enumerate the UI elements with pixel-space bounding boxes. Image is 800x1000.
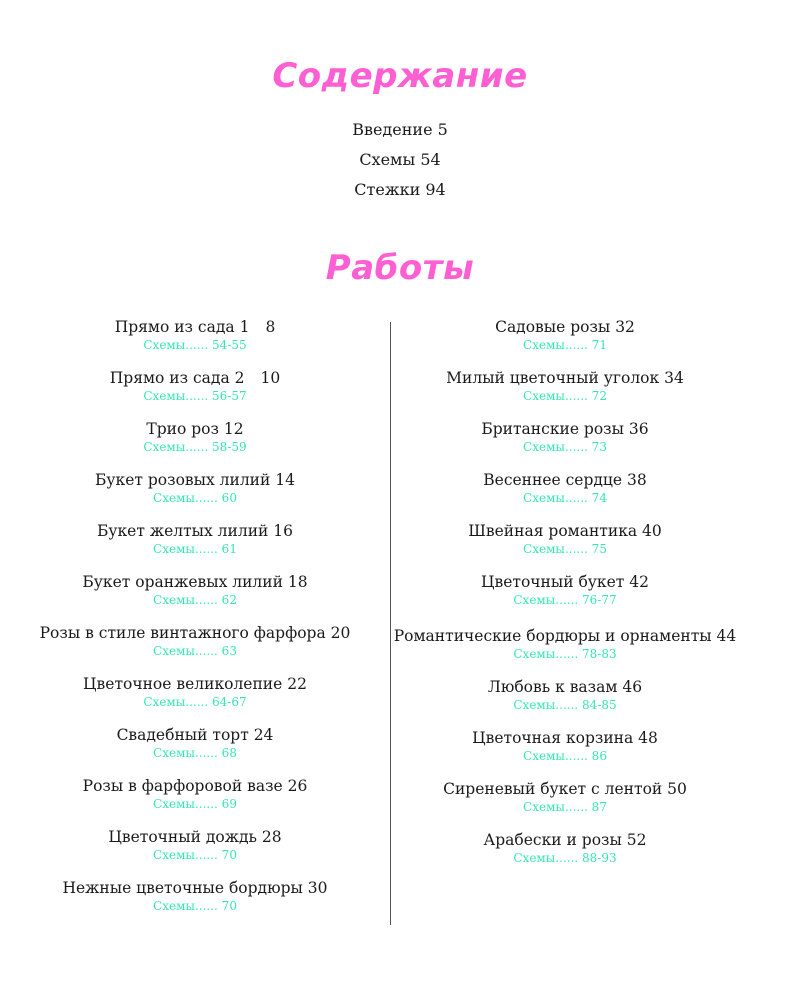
entry-schemes: Схемы...... 60 xyxy=(153,491,237,505)
contents-item[interactable]: Введение 5 xyxy=(352,120,448,139)
entry-title xyxy=(0,369,390,388)
entry-schemes: Схемы...... 75 xyxy=(523,542,607,556)
toc-entry[interactable] xyxy=(0,624,390,675)
entry-title xyxy=(370,522,760,541)
entry-schemes: Схемы...... 70 xyxy=(153,848,237,862)
entry-title-text: Цветочный дождь 28 xyxy=(108,828,282,846)
entry-schemes: Схемы...... 69 xyxy=(153,797,237,811)
entry-page: 10 xyxy=(260,369,281,387)
toc-entry[interactable] xyxy=(370,369,760,420)
entry-schemes: Схемы...... 78-83 xyxy=(513,647,617,661)
toc-entry[interactable] xyxy=(0,675,390,726)
entry-schemes: Схемы...... 72 xyxy=(523,389,607,403)
entry-title-text: Прямо из сада 2 xyxy=(109,369,245,387)
toc-entry[interactable] xyxy=(0,573,390,624)
entry-title xyxy=(370,729,760,748)
toc-entry[interactable] xyxy=(370,318,760,369)
toc-entry[interactable] xyxy=(370,420,760,471)
entry-title-text: Розы в стиле винтажного фарфора 20 xyxy=(39,624,351,642)
entry-title xyxy=(370,831,760,850)
toc-entry[interactable] xyxy=(0,726,390,777)
works-left-column xyxy=(0,318,390,930)
toc-entry[interactable] xyxy=(370,678,760,729)
toc-entry[interactable] xyxy=(0,318,390,369)
entry-title-text: Весеннее сердце 38 xyxy=(483,471,647,489)
entry-title xyxy=(370,573,760,592)
toc-entry[interactable] xyxy=(0,777,390,828)
entry-title xyxy=(370,678,760,697)
entry-title xyxy=(0,471,390,490)
entry-title xyxy=(0,726,390,745)
entry-title xyxy=(0,879,390,898)
toc-entry[interactable] xyxy=(370,522,760,573)
contents-heading: Содержание xyxy=(272,56,528,96)
entry-title-text: Сиреневый букет с лентой 50 xyxy=(443,780,687,798)
entry-title-text: Розы в фарфоровой вазе 26 xyxy=(82,777,308,795)
entry-title xyxy=(0,420,390,439)
toc-entry[interactable] xyxy=(0,879,390,930)
contents-item[interactable]: Стежки 94 xyxy=(354,180,446,199)
entry-schemes: Схемы...... 86 xyxy=(523,749,607,763)
entry-title xyxy=(370,420,760,439)
entry-schemes: Схемы...... 73 xyxy=(523,440,607,454)
works-right-column xyxy=(370,318,760,882)
entry-schemes: Схемы...... 58-59 xyxy=(143,440,247,454)
entry-title-text: Арабески и розы 52 xyxy=(483,831,647,849)
entry-title xyxy=(0,573,390,592)
entry-schemes: Схемы...... 64-67 xyxy=(143,695,247,709)
entry-title xyxy=(0,828,390,847)
entry-title-text: Цветочный букет 42 xyxy=(480,573,650,591)
toc-entry[interactable] xyxy=(370,780,760,831)
entry-title-text: Швейная романтика 40 xyxy=(468,522,662,540)
works-heading: Работы xyxy=(325,248,475,288)
entry-title-text: Букет розовых лилий 14 xyxy=(95,471,295,489)
entry-schemes: Схемы...... 76-77 xyxy=(513,593,617,607)
entry-title-text: Нежные цветочные бордюры 30 xyxy=(62,879,328,897)
entry-title-text: Милый цветочный уголок 34 xyxy=(446,369,684,387)
entry-schemes: Схемы...... 62 xyxy=(153,593,237,607)
entry-title-text: Цветочное великолепие 22 xyxy=(83,675,307,693)
toc-entry[interactable] xyxy=(0,420,390,471)
contents-list xyxy=(0,115,800,205)
toc-entry[interactable] xyxy=(370,627,760,678)
entry-schemes: Схемы...... 74 xyxy=(523,491,607,505)
entry-title xyxy=(0,624,390,643)
entry-title xyxy=(0,675,390,694)
entry-title-text: Романтические бордюры и орнаменты 44 xyxy=(393,627,737,645)
entry-title-text: Свадебный торт 24 xyxy=(116,726,274,744)
entry-title-text: Садовые розы 32 xyxy=(495,318,635,336)
entry-title xyxy=(370,369,760,388)
entry-title xyxy=(370,780,760,799)
entry-title-text: Букет желтых лилий 16 xyxy=(96,522,294,540)
entry-schemes: Схемы...... 84-85 xyxy=(513,698,617,712)
entry-page: 8 xyxy=(265,318,276,336)
entry-schemes: Схемы...... 71 xyxy=(523,338,607,352)
toc-entry[interactable] xyxy=(370,573,760,627)
entry-title xyxy=(370,627,760,646)
entry-schemes: Схемы...... 54-55 xyxy=(143,338,247,352)
entry-title xyxy=(370,471,760,490)
entry-title xyxy=(0,318,390,337)
toc-entry[interactable] xyxy=(0,522,390,573)
toc-entry[interactable] xyxy=(0,828,390,879)
entry-title-text: Прямо из сада 1 xyxy=(114,318,250,336)
entry-title xyxy=(0,522,390,541)
entry-schemes: Схемы...... 63 xyxy=(153,644,237,658)
entry-schemes: Схемы...... 70 xyxy=(153,899,237,913)
toc-entry[interactable] xyxy=(370,471,760,522)
toc-entry[interactable] xyxy=(370,729,760,780)
entry-title-text: Букет оранжевых лилий 18 xyxy=(82,573,308,591)
entry-title xyxy=(0,777,390,796)
toc-entry[interactable] xyxy=(0,369,390,420)
entry-title xyxy=(370,318,760,337)
entry-title-text: Цветочная корзина 48 xyxy=(472,729,658,747)
entry-title-text: Трио роз 12 xyxy=(146,420,244,438)
entry-title-text: Британские розы 36 xyxy=(481,420,649,438)
entry-schemes: Схемы...... 68 xyxy=(153,746,237,760)
toc-entry[interactable] xyxy=(370,831,760,882)
entry-schemes: Схемы...... 88-93 xyxy=(513,851,617,865)
toc-entry[interactable] xyxy=(0,471,390,522)
entry-schemes: Схемы...... 56-57 xyxy=(143,389,247,403)
entry-title-text: Любовь к вазам 46 xyxy=(487,678,643,696)
contents-item[interactable]: Схемы 54 xyxy=(359,150,441,169)
entry-schemes: Схемы...... 61 xyxy=(153,542,237,556)
entry-schemes: Схемы...... 87 xyxy=(523,800,607,814)
